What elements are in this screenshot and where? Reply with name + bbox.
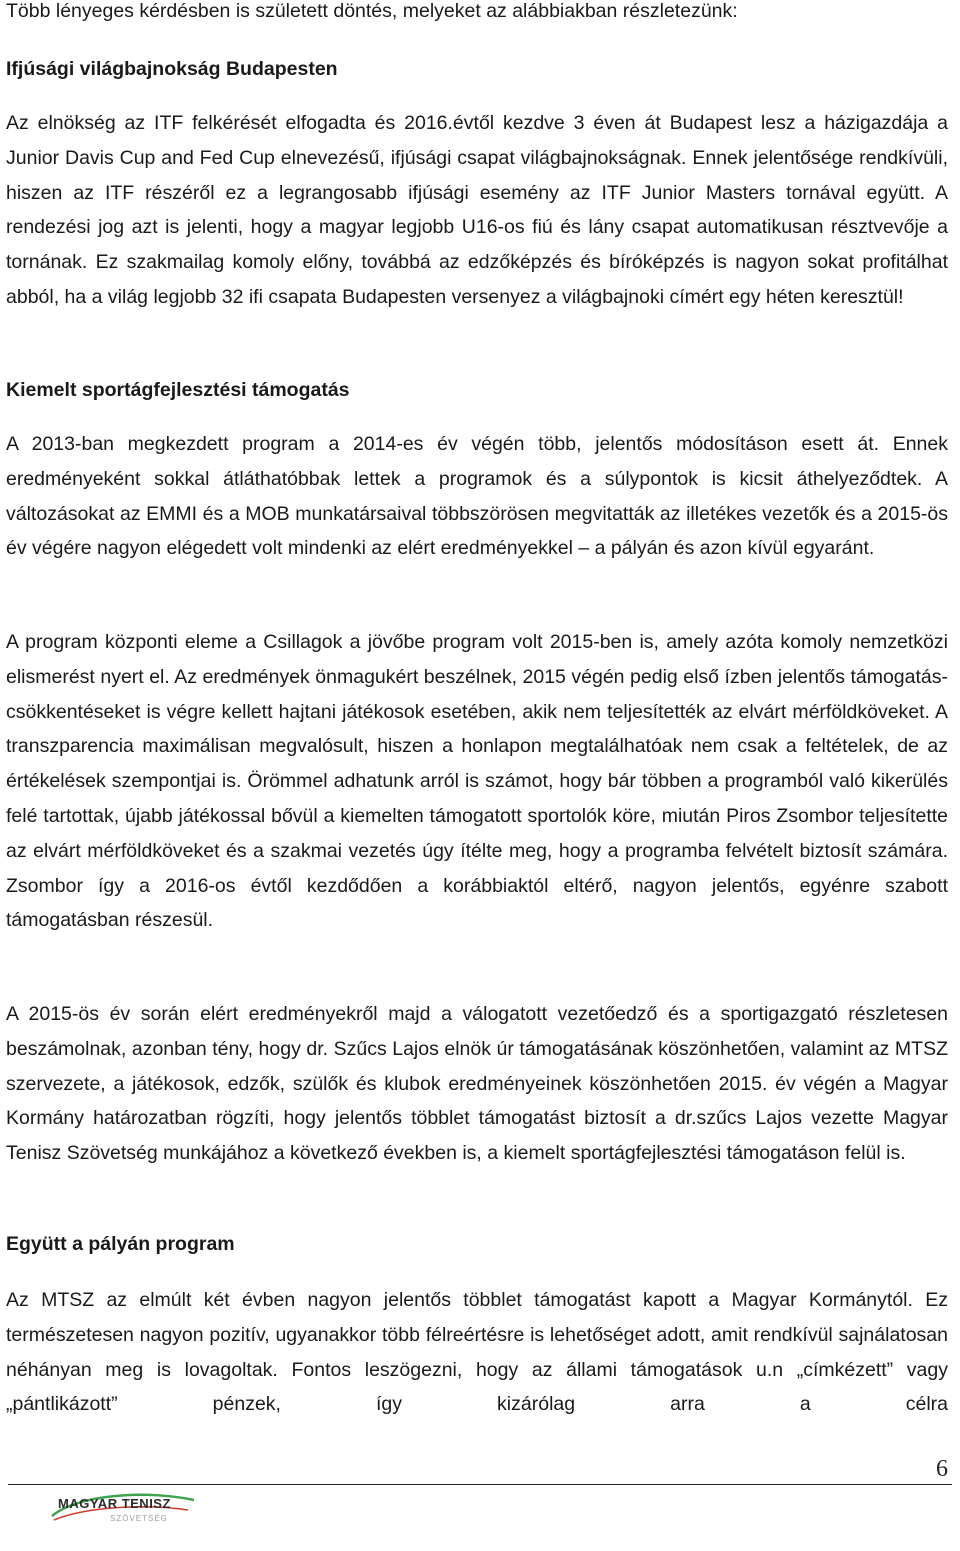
page-number: 6 bbox=[936, 1456, 948, 1482]
logo-subtitle: SZÖVETSÉG bbox=[110, 1514, 168, 1523]
paragraph: Az MTSZ az elmúlt két évben nagyon jelentős többlet támogatást kapott a Magyar Kormánytól. Ez természetesen nagyon pozitív, ugyanakkor több félreértésre is lehetőséget adott, amit rendkívül sajnálatosan néhányan meg is lovagoltak. Fontos leszögezni, hogy az állami támogatások u.n „címkézett” vagy „pántlikázott” pénzek, így kizárólag arra a célra bbox=[6, 1289, 948, 1416]
paragraph: A 2013-ban megkezdett program a 2014-es év végén több, jelentős módosításon esett át. Ennek eredményeként sokkal átláthatóbbak lettek a programok és a súlypontok is kicsit áthelyeződtek. A változásokat az EMMI és a MOB munkatársaival többszörösen megvitatták az illetékes vezetők és a 2015-ös év végére nagyon elégedett volt mindenki az elért eredményekkel – a pályán és azon kívül egyaránt. bbox=[6, 433, 948, 560]
intro-text: Több lényeges kérdésben is született döntés, melyeket az alábbiakban részletezünk: bbox=[6, 0, 738, 22]
paragraph: Az elnökség az ITF felkérését elfogadta és 2016.évtől kezdve 3 éven át Budapest lesz a házigazdája a Junior Davis Cup and Fed Cup elnevezésű, ifjúsági csapat világbajnokságnak. Ennek jelentősége rendkívüli, hiszen az ITF részéről ez a legrangosabb ifjúsági esemény az ITF Junior Masters tornával együtt. A rendezési jog azt is jelenti, hogy a magyar legjobb U16-os fiú és lány csapat automatikusan résztvevője a tornának. Ez szakmailag komoly előny, továbbá az edzőképzés és bíróképzés is nagyon sokat profitálhat abból, ha a világ legjobb 32 ifi csapata Budapesten versenyez a világbajnoki címért egy héten keresztül! bbox=[6, 112, 948, 308]
section-heading: Együtt a pályán program bbox=[6, 1233, 235, 1255]
federation-logo bbox=[48, 1490, 198, 1534]
logo-title: MAGYAR TENISZ bbox=[58, 1496, 171, 1511]
paragraph: A program központi eleme a Csillagok a jövőbe program volt 2015-ben is, amely azóta komoly nemzetközi elismerést nyert el. Az eredmények önmagukért beszélnek, 2015 végén pedig első ízben jelentős támogatás-csökkentéseket is végre kellett hajtani játékosok esetében, akik nem teljesítették az elvárt mérföldköveket. A transzparencia maximálisan megvalósult, hiszen a honlapon megtalálhatóak nem csak a feltételek, de az értékelések szempontjai is. Örömmel adhatunk arról is számot, hogy bár többen a programból való kikerülés felé tartottak, újabb játékossal bővül a kiemelten támogatott sportolók köre, miután Piros Zsombor teljesítette az elvárt mérföldköveket és a szakmai vezetés úgy ítélte meg, hogy a programba felvételt biztosít számára. Zsombor így a 2016-os évtől kezdődően a korábbiaktól eltérő, nagyon jelentős, egyénre szabott támogatásban részesül. bbox=[6, 631, 948, 932]
footer-divider bbox=[8, 1484, 952, 1485]
section-heading: Ifjúsági világbajnokság Budapesten bbox=[6, 58, 338, 80]
paragraph: A 2015-ös év során elért eredményekről majd a válogatott vezetőedző és a sportigazgató részletesen beszámolnak, azonban tény, hogy dr. Szűcs Lajos elnök úr támogatásának köszönhetően, valamint az MTSZ szervezete, a játékosok, edzők, szülők és klubok eredményeinek köszönhetően 2015. év végén a Magyar Kormány határozatban rögzíti, hogy jelentős többlet támogatást biztosít a dr.szűcs Lajos vezette Magyar Tenisz Szövetség munkájához a következő években is, a kiemelt sportágfejlesztési támogatáson felül is. bbox=[6, 1003, 948, 1165]
section-heading: Kiemelt sportágfejlesztési támogatás bbox=[6, 379, 350, 401]
